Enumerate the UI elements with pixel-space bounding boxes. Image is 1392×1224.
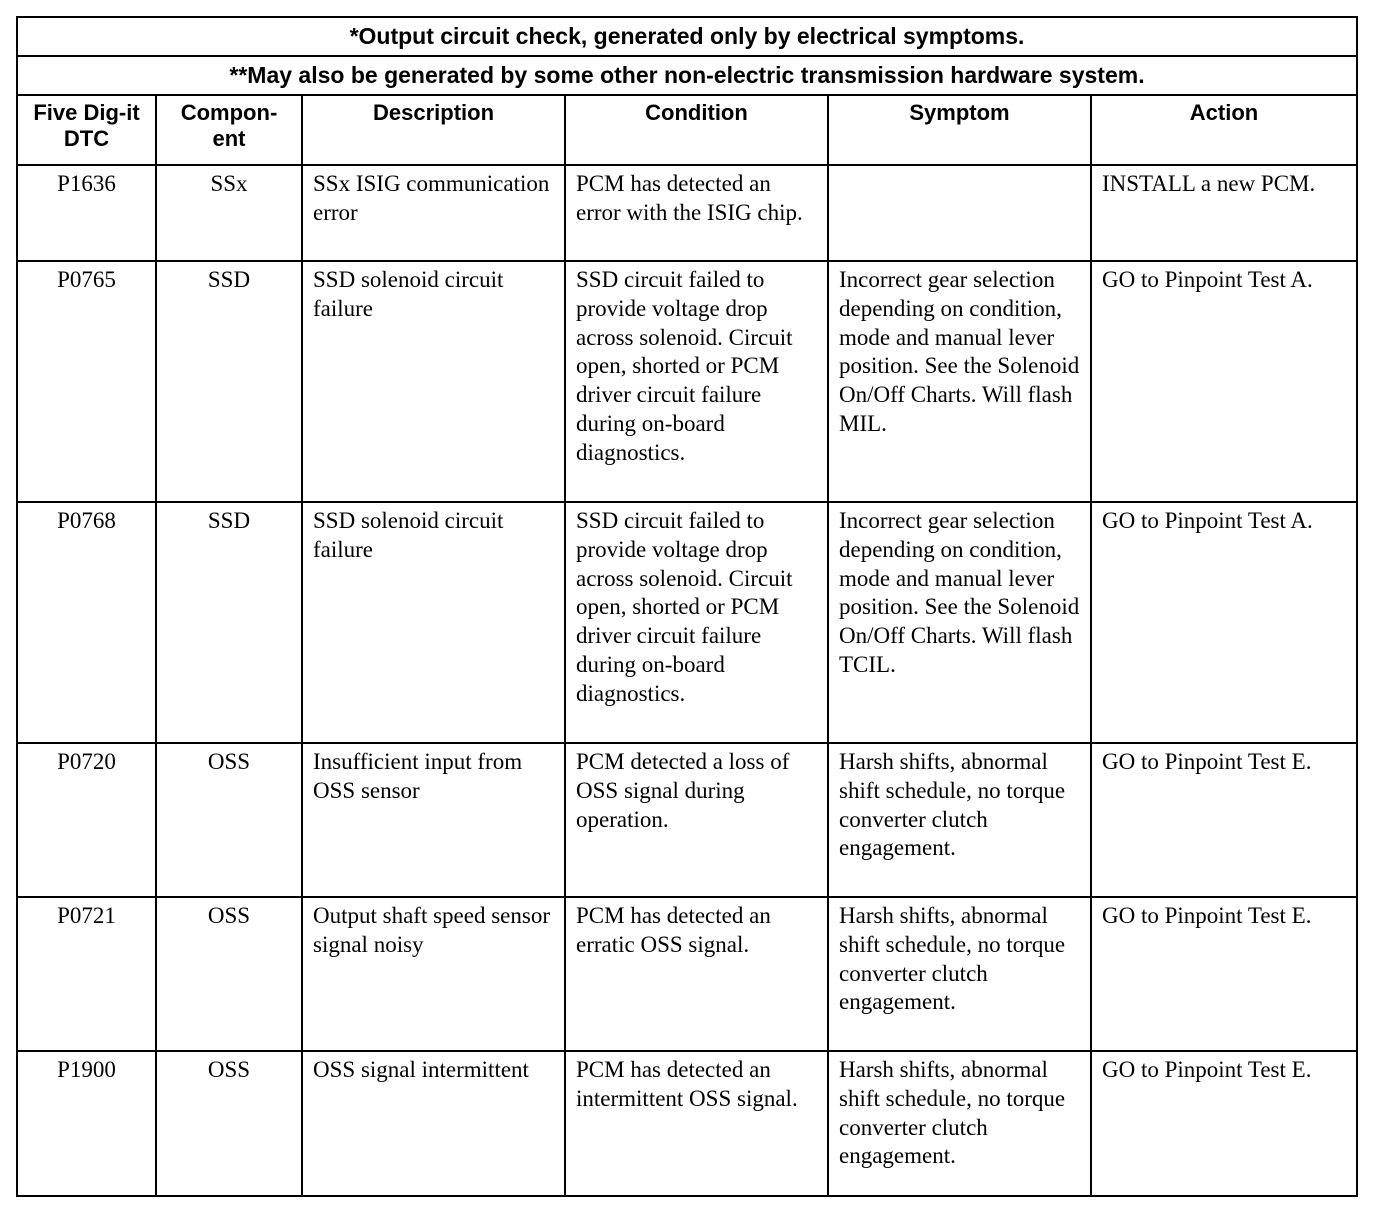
cell-action: GO to Pinpoint Test E.: [1091, 1051, 1357, 1196]
cell-dtc: P0768: [17, 502, 156, 743]
cell-description: SSD solenoid circuit failure: [302, 261, 565, 502]
cell-dtc: P0765: [17, 261, 156, 502]
banner-row-2: [17, 56, 1357, 95]
banner-row-1: [17, 17, 1357, 56]
table-row: [17, 1051, 1357, 1196]
cell-description: OSS signal intermittent: [302, 1051, 565, 1196]
cell-description: SSD solenoid circuit failure: [302, 502, 565, 743]
cell-description: SSx ISIG communication error: [302, 165, 565, 261]
cell-dtc: P0721: [17, 897, 156, 1051]
cell-condition: PCM has detected an error with the ISIG chip.: [565, 165, 828, 261]
cell-symptom: Incorrect gear selection depending on condition, mode and manual lever position. See the Solenoid On/Off Charts. Will flash TCIL.: [828, 502, 1091, 743]
cell-action: GO to Pinpoint Test A.: [1091, 502, 1357, 743]
cell-symptom: Harsh shifts, abnormal shift schedule, no torque converter clutch engagement.: [828, 897, 1091, 1051]
banner-electrical-note: *Output circuit check, generated only by electrical symptoms.: [17, 17, 1357, 56]
cell-component: OSS: [156, 1051, 302, 1196]
cell-action: INSTALL a new PCM.: [1091, 165, 1357, 261]
cell-component: SSx: [156, 165, 302, 261]
cell-dtc: P0720: [17, 743, 156, 897]
cell-symptom: Incorrect gear selection depending on condition, mode and manual lever position. See the Solenoid On/Off Charts. Will flash MIL.: [828, 261, 1091, 502]
cell-symptom: [828, 165, 1091, 261]
header-row: [17, 95, 1357, 165]
header-action: Action: [1091, 95, 1357, 165]
cell-action: GO to Pinpoint Test E.: [1091, 743, 1357, 897]
cell-component: SSD: [156, 502, 302, 743]
cell-condition: SSD circuit failed to provide voltage drop across solenoid. Circuit open, shorted or PCM driver circuit failure during on-board diagnostics.: [565, 502, 828, 743]
cell-dtc: P1636: [17, 165, 156, 261]
banner-hardware-note: **May also be generated by some other non-electric transmission hardware system.: [17, 56, 1357, 95]
cell-condition: PCM has detected an intermittent OSS signal.: [565, 1051, 828, 1196]
table-row: [17, 743, 1357, 897]
table-row: [17, 897, 1357, 1051]
cell-component: SSD: [156, 261, 302, 502]
cell-description: Insufficient input from OSS sensor: [302, 743, 565, 897]
cell-description: Output shaft speed sensor signal noisy: [302, 897, 565, 1051]
header-component: Compon-ent: [156, 95, 302, 165]
cell-condition: SSD circuit failed to provide voltage drop across solenoid. Circuit open, shorted or PCM driver circuit failure during on-board diagnostics.: [565, 261, 828, 502]
header-description: Description: [302, 95, 565, 165]
table-row: [17, 165, 1357, 261]
cell-condition: PCM has detected an erratic OSS signal.: [565, 897, 828, 1051]
cell-component: OSS: [156, 897, 302, 1051]
cell-action: GO to Pinpoint Test A.: [1091, 261, 1357, 502]
table-row: [17, 502, 1357, 743]
header-condition: Condition: [565, 95, 828, 165]
table-row: [17, 261, 1357, 502]
dtc-table: [16, 16, 1358, 1197]
cell-symptom: Harsh shifts, abnormal shift schedule, no torque converter clutch engagement.: [828, 743, 1091, 897]
header-symptom: Symptom: [828, 95, 1091, 165]
cell-action: GO to Pinpoint Test E.: [1091, 897, 1357, 1051]
header-dtc: Five Dig-it DTC: [17, 95, 156, 165]
cell-component: OSS: [156, 743, 302, 897]
cell-symptom: Harsh shifts, abnormal shift schedule, no torque converter clutch engagement.: [828, 1051, 1091, 1196]
cell-dtc: P1900: [17, 1051, 156, 1196]
cell-condition: PCM detected a loss of OSS signal during operation.: [565, 743, 828, 897]
